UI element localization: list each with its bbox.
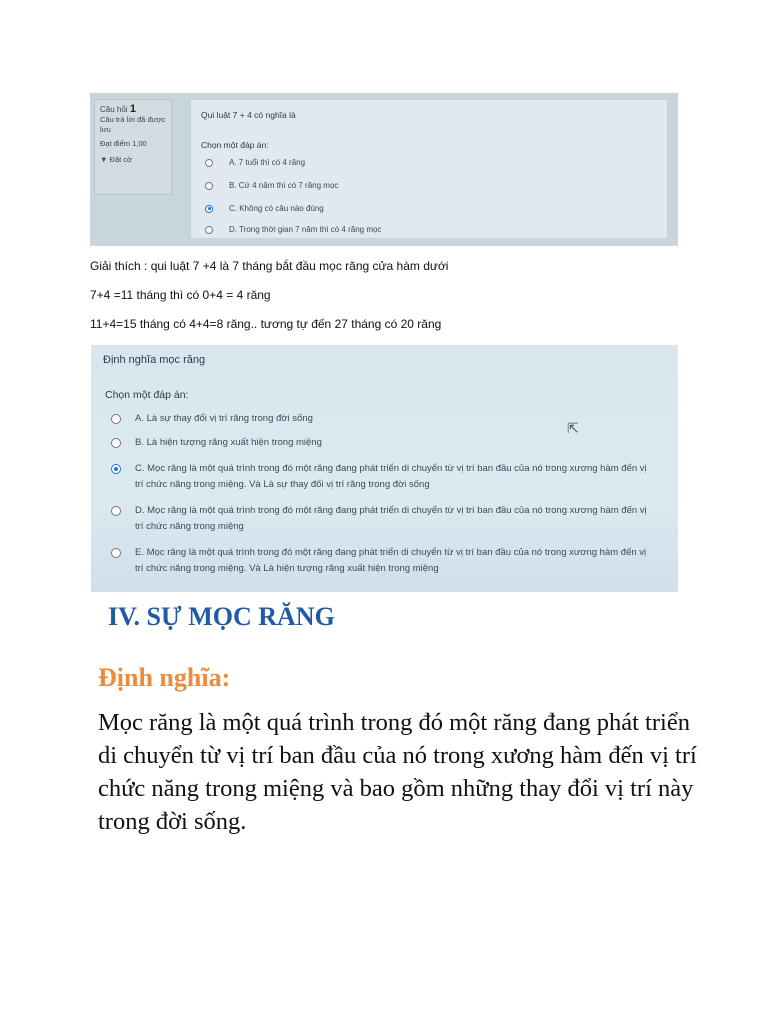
flag-question-link[interactable]	[100, 155, 166, 165]
definition-text: Mọc răng là một quá trình trong đó một răng đang phát triển di chuyển từ vị trí ban đầu của nó trong xương hàm đến vị trí chức năng trong miệng và bao gồm những thay đổi vị trí này trong đời sống.	[98, 709, 697, 835]
question-score: Đạt điểm 1,00	[100, 139, 147, 148]
choose-prompt: Chọn một đáp án:	[105, 389, 189, 401]
mouse-cursor-icon: ⇱	[567, 420, 579, 436]
question-text: Định nghĩa mọc răng	[103, 354, 206, 366]
radio-button[interactable]	[111, 438, 121, 448]
answer-option[interactable]	[111, 435, 655, 451]
question-number-value: 1	[129, 103, 136, 115]
quiz-screenshot-1	[90, 93, 678, 246]
slide-subheading: Định nghĩa:	[98, 663, 231, 692]
quiz-screenshot-2	[91, 345, 678, 592]
question-saved-status: Câu trả lời đã được lưu	[100, 115, 166, 134]
explanation-line-1: Giải thích : qui luật 7 +4 là 7 tháng bắt đầu mọc răng cửa hàm dưới	[90, 259, 449, 273]
radio-button[interactable]	[111, 506, 121, 516]
answer-option[interactable]	[205, 225, 381, 234]
answer-option[interactable]	[111, 503, 655, 535]
option-label: E. Mọc răng là một quá trình trong đó một răng đang phát triển di chuyển từ vị trí ban đầu của nó trong xương hàm đến vị trí chức năng trong miệng. Và Là hiện tượng răng xuất hiện trong miệng	[135, 547, 647, 574]
flag-label: Đặt cờ	[109, 155, 132, 164]
option-label: D. Trong thời gian 7 năm thì có 4 răng mọc	[229, 225, 382, 234]
radio-button[interactable]	[205, 226, 213, 234]
answer-option[interactable]	[205, 181, 338, 190]
option-label: A. 7 tuổi thì có 4 răng	[229, 158, 306, 167]
choose-prompt: Chọn một đáp án:	[201, 140, 269, 150]
question-text: Qui luật 7 + 4 có nghĩa là	[201, 110, 296, 120]
question-info-panel	[94, 99, 172, 195]
radio-button[interactable]	[111, 414, 121, 424]
radio-button[interactable]	[111, 548, 121, 558]
radio-button-selected[interactable]	[205, 205, 213, 213]
slide-heading: IV. SỰ MỌC RĂNG	[108, 602, 335, 631]
option-label: A. Là sự thay đổi vị trí răng trong đời sống	[135, 413, 313, 424]
answer-option[interactable]	[205, 158, 305, 167]
answer-option[interactable]	[111, 545, 655, 577]
option-label: C. Không có câu nào đúng	[229, 204, 324, 213]
radio-button[interactable]	[205, 182, 213, 190]
question-box	[190, 99, 668, 239]
option-label: D. Mọc răng là một quá trình trong đó một răng đang phát triển di chuyển từ vị trí ban đầu của nó trong xương hàm đến vị trí chức năng trong miệng	[135, 505, 647, 532]
question-number	[100, 104, 166, 115]
answer-option-selected[interactable]	[111, 461, 655, 493]
option-label: B. Là hiện tượng răng xuất hiện trong miệng	[135, 437, 322, 448]
radio-button-selected[interactable]	[111, 464, 121, 474]
explanation-line-3: 11+4=15 tháng có 4+4=8 răng.. tương tự đến 27 tháng có 20 răng	[90, 317, 442, 331]
explanation-line-2: 7+4 =11 tháng thì có 0+4 = 4 răng	[90, 288, 271, 302]
radio-button[interactable]	[205, 159, 213, 167]
option-label: C. Mọc răng là một quá trình trong đó một răng đang phát triển di chuyển từ vị trí ban đầu của nó trong xương hàm đến vị trí chức năng trong miệng. Và Là sự thay đổi vị trí răng trong đời sống	[135, 463, 647, 490]
answer-option-selected[interactable]	[205, 204, 324, 213]
option-label: B. Cứ 4 năm thì có 7 răng mọc	[229, 181, 339, 190]
flag-icon: ▼	[100, 155, 108, 164]
question-label: Câu hỏi	[100, 105, 128, 114]
